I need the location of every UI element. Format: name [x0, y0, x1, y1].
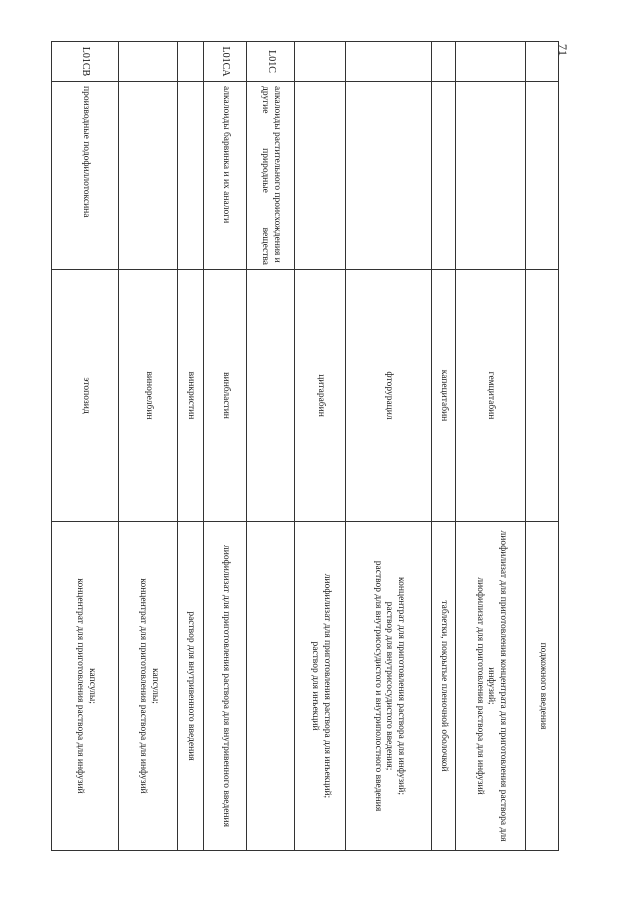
- dosage-form-line: раствор для внутривенного введения: [186, 611, 197, 761]
- drug-name-cell: винбластин: [204, 270, 247, 522]
- atc-code-cell: L01CB: [52, 42, 119, 82]
- group-name-cell: [295, 82, 346, 270]
- group-name-cell: [432, 82, 456, 270]
- group-name-cell: [346, 82, 432, 270]
- atc-code-cell: [346, 42, 432, 82]
- drug-name-cell: этопозид: [52, 270, 119, 522]
- drug-name-cell: фторурацил: [346, 270, 432, 522]
- dosage-form-line: капсулы;: [149, 668, 160, 704]
- page-number: 71: [556, 44, 570, 56]
- dosage-form-line: подкожного введения: [537, 642, 548, 730]
- table-row: [247, 42, 295, 851]
- dosage-form-line: раствор для внутрисосудистого и внутриполостного введения: [372, 560, 383, 812]
- dosage-form-cell: [52, 522, 119, 851]
- group-name-cell: производные подофиллотоксина: [52, 82, 119, 270]
- table-row: [178, 42, 204, 851]
- dosage-form-cell: [178, 522, 204, 851]
- table-row: [119, 42, 178, 851]
- group-name-cell: [119, 82, 178, 270]
- group-name-cell: алкалоиды растительного происхождения и другие природные вещества: [247, 82, 295, 270]
- table-row: [456, 42, 526, 851]
- dosage-form-line: лиофилизат для приготовления раствора для инъекций;: [321, 573, 332, 799]
- atc-code-cell: [526, 42, 559, 82]
- dosage-form-line: раствор для инъекций: [310, 641, 320, 731]
- atc-code-cell: [456, 42, 526, 82]
- table-row: [52, 42, 119, 851]
- table-row: [526, 42, 559, 851]
- dosage-form-line: лиофилизат для приготовления раствора для инфузий: [474, 577, 485, 795]
- dosage-form-line: лиофилизат для приготовления раствора для внутривенного введения: [220, 545, 231, 827]
- dosage-form-cell: [119, 522, 178, 851]
- drug-name-cell: цитарабин: [295, 270, 346, 522]
- dosage-form-cell: [526, 522, 559, 851]
- drug-table: [51, 41, 559, 851]
- dosage-form-line: капсулы;: [86, 668, 97, 704]
- drug-name-cell: винкристин: [178, 270, 204, 522]
- dosage-form-line: концентрат для приготовления раствора для инфузий: [75, 578, 85, 794]
- dosage-form-line: концентрат для приготовления раствора для инфузий: [138, 578, 148, 794]
- drug-name-cell: капецитабин: [432, 270, 456, 522]
- dosage-form-line: лиофилизат для приготовления концентрата для приготовления раствора для инфузий;: [486, 530, 509, 842]
- drug-name-cell: [526, 270, 559, 522]
- dosage-form-cell: [432, 522, 456, 851]
- dosage-form-line: таблетки, покрытые пленочной оболочкой: [439, 600, 450, 772]
- dosage-form-cell: [247, 522, 295, 851]
- rotated-table-wrapper: [52, 41, 559, 850]
- drug-name-cell: гемцитабин: [456, 270, 526, 522]
- atc-code-cell: L01C: [247, 42, 295, 82]
- dosage-form-cell: [204, 522, 247, 851]
- atc-code-cell: L01CA: [204, 42, 247, 82]
- page-sheet: [52, 41, 559, 850]
- dosage-form-line: концентрат для приготовления раствора для инфузий;: [396, 577, 407, 795]
- table-row: [204, 42, 247, 851]
- table-row: [295, 42, 346, 851]
- dosage-form-line: раствор для внутрисосудистого введения;: [384, 601, 395, 771]
- group-name-cell: [456, 82, 526, 270]
- dosage-form-cell: [346, 522, 432, 851]
- drug-name-cell: винорелбин: [119, 270, 178, 522]
- atc-code-cell: [432, 42, 456, 82]
- atc-code-cell: [178, 42, 204, 82]
- dosage-form-cell: [295, 522, 346, 851]
- table-row: [346, 42, 432, 851]
- dosage-form-cell: [456, 522, 526, 851]
- atc-code-cell: [119, 42, 178, 82]
- drug-name-cell: [247, 270, 295, 522]
- group-name-cell: алкалоиды барвинка и их аналоги: [204, 82, 247, 270]
- group-name-cell: [178, 82, 204, 270]
- table-row: [432, 42, 456, 851]
- group-name-cell: [526, 82, 559, 270]
- atc-code-cell: [295, 42, 346, 82]
